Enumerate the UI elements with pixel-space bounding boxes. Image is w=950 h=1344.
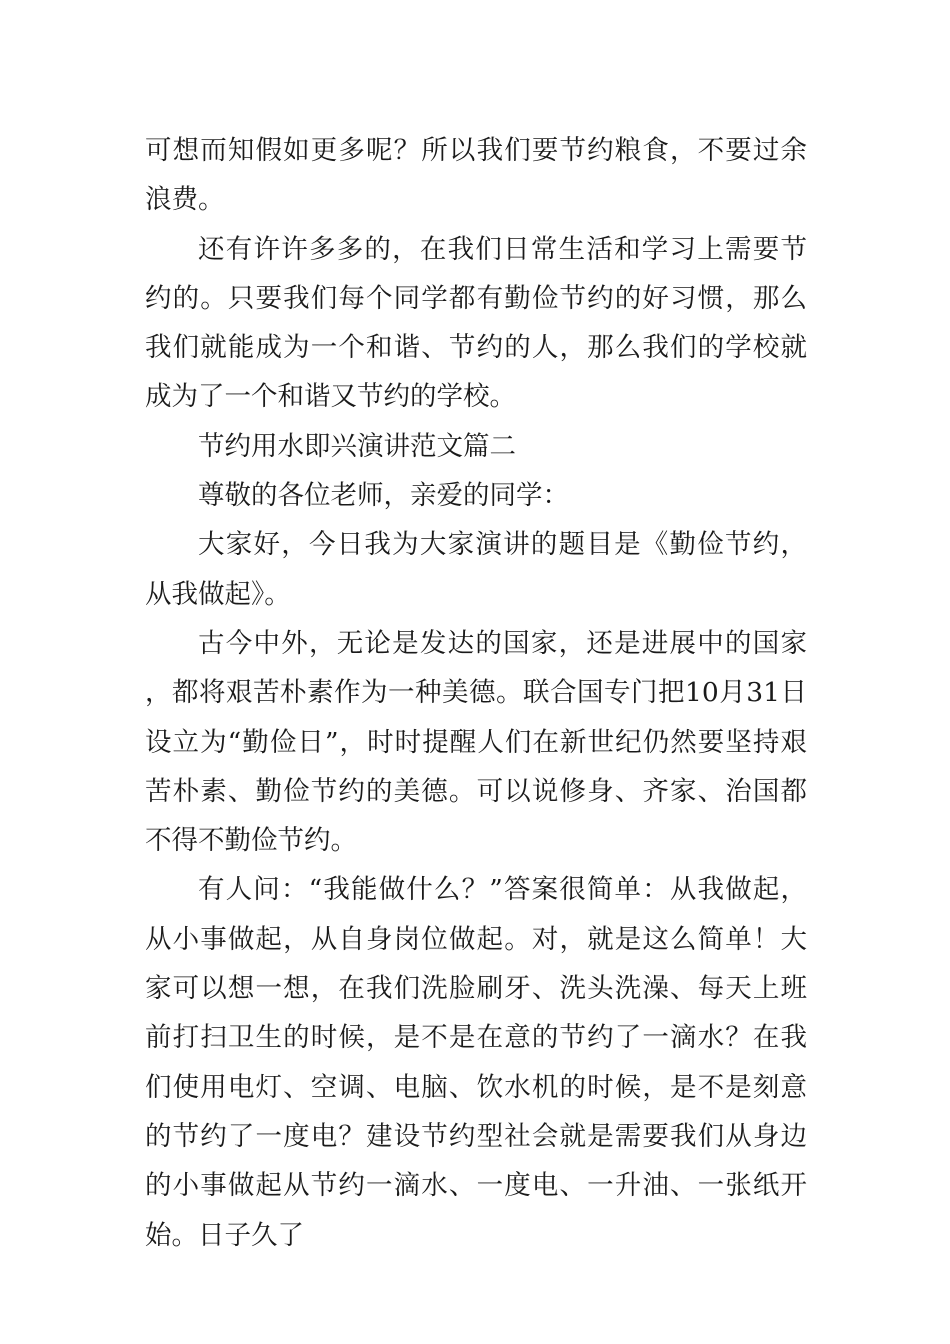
paragraph-4: 有人问：“我能做什么？”答案很简单：从我做起，从小事做起，从自身岗位做起。对，就是这么简单！大家可以想一想，在我们洗脸刷牙、洗头洗澡、每天上班前打扫卫生的时候，是不是在意的节约了一滴水？在我们使用电灯、空调、电脑、饮水机的时候，是不是刻意的节约了一度电？建设节约型社会就是需要我们从身边的小事做起从节约一滴水、一度电、一升油、一张纸开始。日子久了 (145, 874, 807, 1251)
paragraph-3: 古今中外，无论是发达的国家，还是进展中的国家，都将艰苦朴素作为一种美德。联合国专门把10月31日设立为“勤俭日”，时时提醒人们在新世纪仍然要坚持艰苦朴素、勤俭节约的美德。可以说修身、齐家、治国都不得不勤俭节约。 (145, 627, 807, 857)
paragraph-greeting: 大家好，今日我为大家演讲的题目是《勤俭节约，从我做起》。 (145, 529, 807, 610)
salutation: 尊敬的各位老师，亲爱的同学： (198, 480, 569, 512)
paragraph-2: 还有许许多多的，在我们日常生活和学习上需要节约的。只要我们每个同学都有勤俭节约的好习惯，那么我们就能成为一个和谐、节约的人，那么我们的学校就成为了一个和谐又节约的学校。 (145, 233, 807, 413)
section-heading: 节约用水即兴演讲范文篇二 (198, 430, 516, 462)
document-body (145, 126, 807, 1260)
paragraph-1: 可想而知假如更多呢？所以我们要节约粮食，不要过余浪费。 (145, 135, 807, 216)
